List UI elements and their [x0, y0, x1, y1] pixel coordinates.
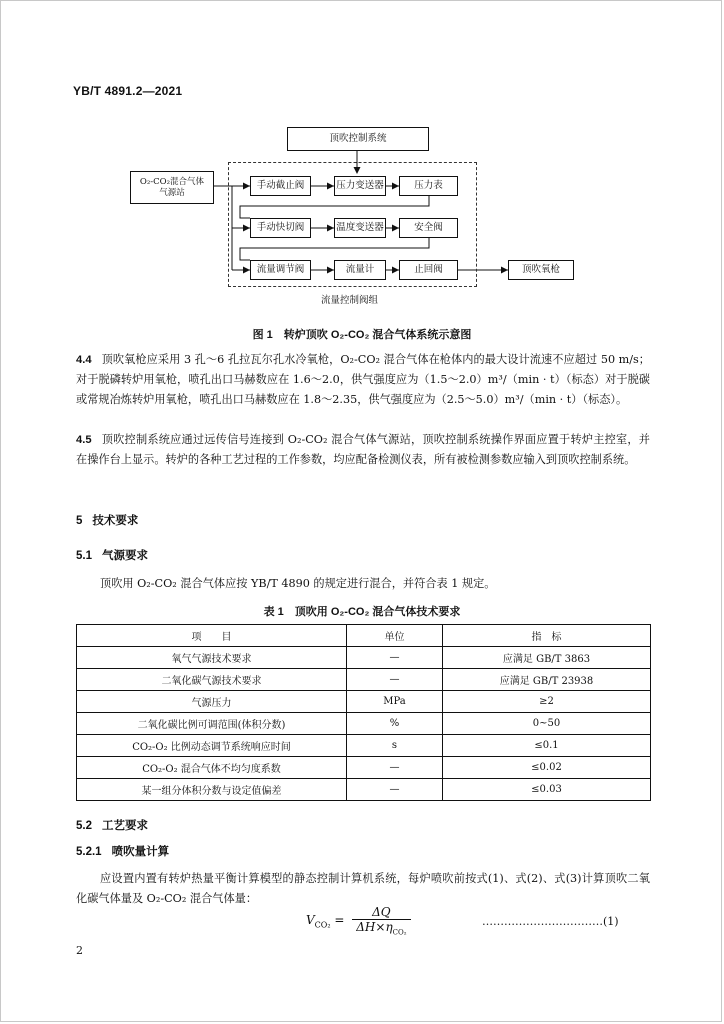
section-title: 气源要求 [102, 550, 148, 562]
para-5-1: 顶吹用 O₂-CO₂ 混合气体应按 YB/T 4890 的规定进行混合，并符合表 1 规定。 [100, 577, 496, 590]
formula-equals: = [330, 913, 345, 928]
cell-index: ≤0.1 [443, 735, 651, 757]
section-number: 5.1 [76, 550, 92, 562]
table-row [77, 779, 651, 801]
table-row [77, 647, 651, 669]
pressure-transmitter-box: 压力变送器 [334, 176, 386, 196]
temperature-transmitter-box: 温度变送器 [334, 218, 386, 238]
clause-text: 顶吹氧枪应采用 3 孔～6 孔拉瓦尔孔水冷氧枪，O₂-CO₂ 混合气体在枪体内的最大设计流速不应超过 50 m/s；对于脱磷转炉用氧枪，喷孔出口马赫数应在 1.6～2.0，供气强度应为（1.5～2.0）m³/（min · t）（标态）对于脱碳或常规冶炼转炉用氧枪，喷孔出口马赫数应在 1.8～2.35，供气强度应为（2.5～5.0）m³/（min · t）（标态）。 [76, 353, 650, 406]
section-5-1-heading [76, 547, 148, 563]
section-5-heading [76, 512, 138, 528]
table-caption: 表 1 顶吹用 O₂-CO₂ 混合气体技术要求 [263, 606, 461, 618]
clause-number: 4.4 [76, 354, 92, 366]
cell-index: ≤0.03 [443, 779, 651, 801]
cell-item: CO₂-O₂ 比例动态调节系统响应时间 [77, 735, 347, 757]
oxygen-lance-box: 顶吹氧枪 [508, 260, 574, 280]
clause-number: 4.5 [76, 434, 92, 446]
clause-text: 顶吹控制系统应通过远传信号连接到 O₂-CO₂ 混合气体气源站，顶吹控制系统操作界面应置于转炉主控室，并在操作台上显示。转炉的各种工艺过程的工作参数，均应配备检测仪表，所有被检测参数应输入到顶吹控制系统。 [76, 433, 650, 466]
section-title: 技术要求 [92, 515, 139, 527]
cell-item: 气源压力 [77, 691, 347, 713]
gas-source-box: O₂-CO₂混合气体 气源站 [130, 171, 214, 204]
table-row [77, 735, 651, 757]
formula-fraction [352, 905, 410, 936]
figure-caption: 图 1 转炉顶吹 O₂-CO₂ 混合气体系统示意图 [252, 329, 472, 341]
table-header-row [77, 625, 651, 647]
table-row [77, 669, 651, 691]
cell-item: 二氧化碳气源技术要求 [77, 669, 347, 691]
cell-item: 某一组分体积分数与设定值偏差 [77, 779, 347, 801]
equation-number: ……………………………(1) [482, 915, 619, 928]
cell-item: 氧气气源技术要求 [77, 647, 347, 669]
table-row [77, 713, 651, 735]
safety-valve-box: 安全阀 [399, 218, 458, 238]
cell-unit: s [347, 735, 443, 757]
valve-group-label: 流量控制阀组 [321, 295, 379, 306]
cell-item: 二氧化碳比例可调范围(体积分数) [77, 713, 347, 735]
section-number: 5 [76, 515, 83, 527]
manual-stop-valve-box: 手动截止阀 [250, 176, 311, 196]
section-title: 喷吹量计算 [111, 846, 170, 858]
cell-index: ≥2 [443, 691, 651, 713]
cell-unit: — [347, 669, 443, 691]
cell-index: 0~50 [443, 713, 651, 735]
page-number: 2 [76, 944, 83, 957]
top-blowing-control-box: 顶吹控制系统 [287, 127, 429, 151]
pressure-gauge-box: 压力表 [399, 176, 458, 196]
table-row [77, 691, 651, 713]
check-valve-box: 止回阀 [399, 260, 458, 280]
section-5-2-heading [76, 817, 148, 833]
clause-4-4 [76, 350, 650, 410]
cell-unit: % [347, 713, 443, 735]
gas-requirements-table [76, 624, 651, 801]
cell-item: CO₂-O₂ 混合气体不均匀度系数 [77, 757, 347, 779]
doc-header: YB/T 4891.2—2021 [73, 84, 183, 98]
section-title: 工艺要求 [102, 820, 148, 832]
flow-control-valve-box: 流量调节阀 [250, 260, 311, 280]
cell-unit: — [347, 647, 443, 669]
manual-quick-valve-box: 手动快切阀 [250, 218, 311, 238]
section-number: 5.2.1 [76, 846, 102, 858]
header-index: 指 标 [443, 625, 651, 647]
cell-index: ≤0.02 [443, 757, 651, 779]
cell-index: 应满足 GB/T 23938 [443, 669, 651, 691]
flow-meter-box: 流量计 [334, 260, 386, 280]
formula-denominator [352, 920, 410, 936]
table-row [77, 757, 651, 779]
para-5-2-1: 应设置内置有转炉热量平衡计算模型的静态控制计算机系统，每炉喷吹前按式(1)、式(2)、式(3)计算顶吹二氧化碳气体量及 O₂-CO₂ 混合气体量： [76, 872, 650, 905]
cell-unit: — [347, 757, 443, 779]
cell-unit: — [347, 779, 443, 801]
formula-1 [306, 905, 411, 936]
header-unit: 单位 [347, 625, 443, 647]
formula-numerator: ΔQ [352, 905, 410, 920]
formula-denominator-sub: CO₂ [392, 928, 407, 937]
section-5-2-1-heading [76, 843, 169, 859]
formula-lhs: V [306, 913, 315, 928]
formula-denominator-main: ΔH×η [356, 920, 393, 934]
cell-index: 应满足 GB/T 3863 [443, 647, 651, 669]
cell-unit: MPa [347, 691, 443, 713]
clause-4-5 [76, 430, 650, 470]
header-item: 项 目 [77, 625, 347, 647]
formula-lhs-sub: CO₂ [314, 920, 331, 930]
section-number: 5.2 [76, 820, 92, 832]
